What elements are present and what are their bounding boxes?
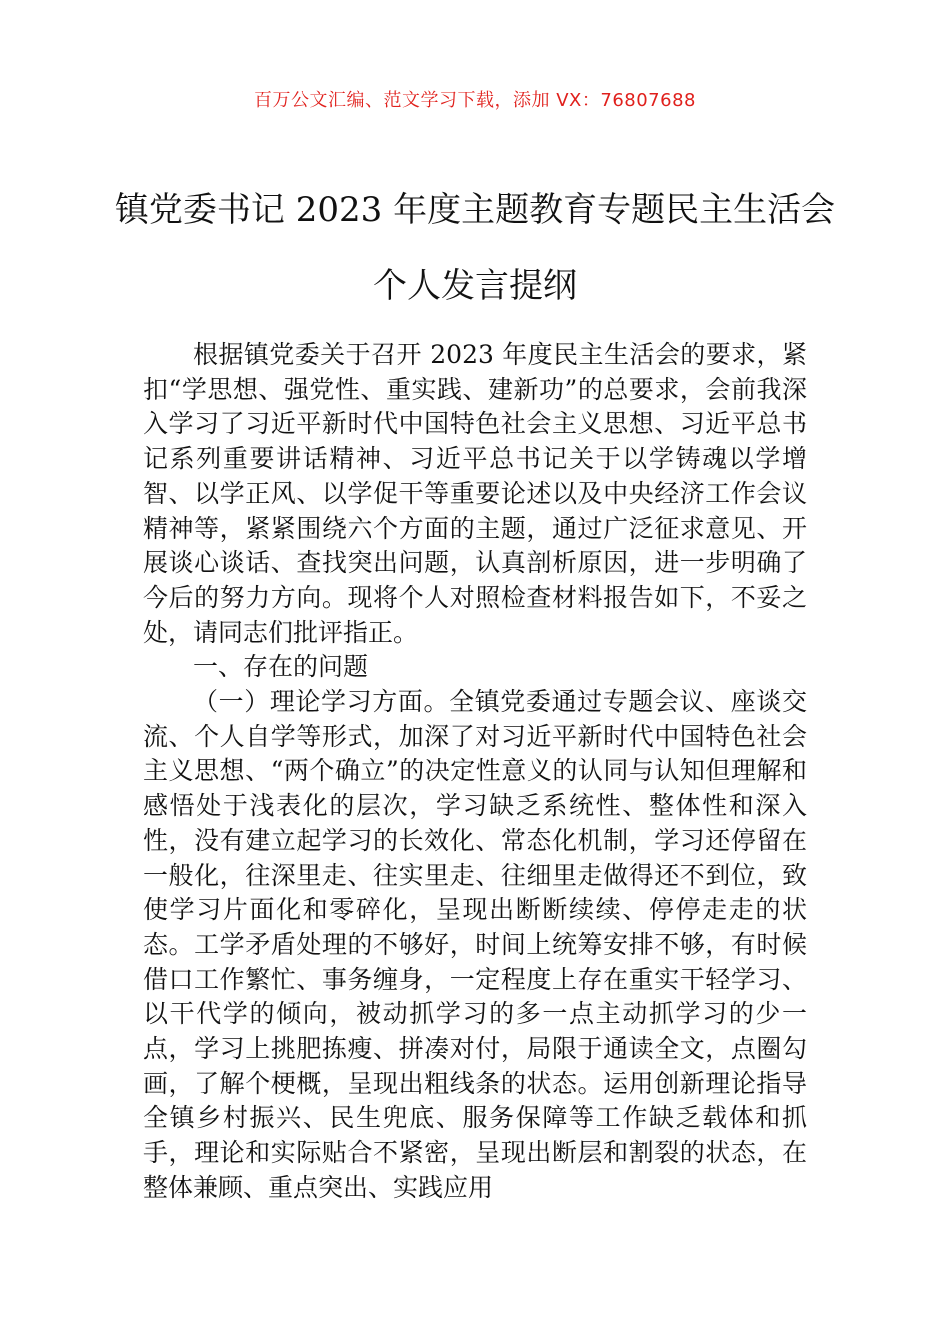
header-note: 百万公文汇编、范文学习下载，添加 VX：76807688	[254, 90, 696, 111]
document-title: 镇党委书记 2023 年度主题教育专题民主生活会个人发言提纲	[114, 190, 836, 306]
theory-study-paragraph: （一）理论学习方面。全镇党委通过专题会议、座谈交流、个人自学等形式，加深了对习近平新时代中国特色社会主义思想、“两个确立”的决定性意义的认同与认知但理解和感悟处于浅表化的层次，学习缺乏系统性、整体性和深入性，没有建立起学习的长效化、常态化机制，学习还停留在一般化，往深里走、往实里走、往细里走做得还不到位，致使学习片面化和零碎化，呈现出断断续续、停停走走的状态。工学矛盾处理的不够好，时间上统筹安排不够，有时候借口工作繁忙、事务缠身，一定程度上存在重实干轻学习、以干代学的倾向，被动抓学习的多一点主动抓学习的少一点，学习上挑肥拣瘦、拼凑对付，局限于通读全文，点圈勾画，了解个梗概，呈现出粗线条的状态。运用创新理论指导全镇乡村振兴、民生兜底、服务保障等工作缺乏载体和抓手，理论和实际贴合不紧密，呈现出断层和割裂的状态，在整体兼顾、重点突出、实践应用	[143, 687, 807, 1202]
intro-paragraph: 根据镇党委关于召开 2023 年度民主生活会的要求，紧扣“学思想、强党性、重实践、建新功”的总要求，会前我深入学习了习近平新时代中国特色社会主义思想、习近平总书记系列重要讲话精神、习近平总书记关于以学铸魂以学增智、以学正风、以学促干等重要论述以及中央经济工作会议精神等，紧紧围绕六个方面的主题，通过广泛征求意见、开展谈心谈话、查找突出问题，认真剖析原因，进一步明确了今后的努力方向。现将个人对照检查材料报告如下，不妥之处，请同志们批评指正。	[143, 340, 807, 647]
section-heading: 一、存在的问题	[193, 652, 369, 682]
document-body	[143, 338, 807, 1206]
